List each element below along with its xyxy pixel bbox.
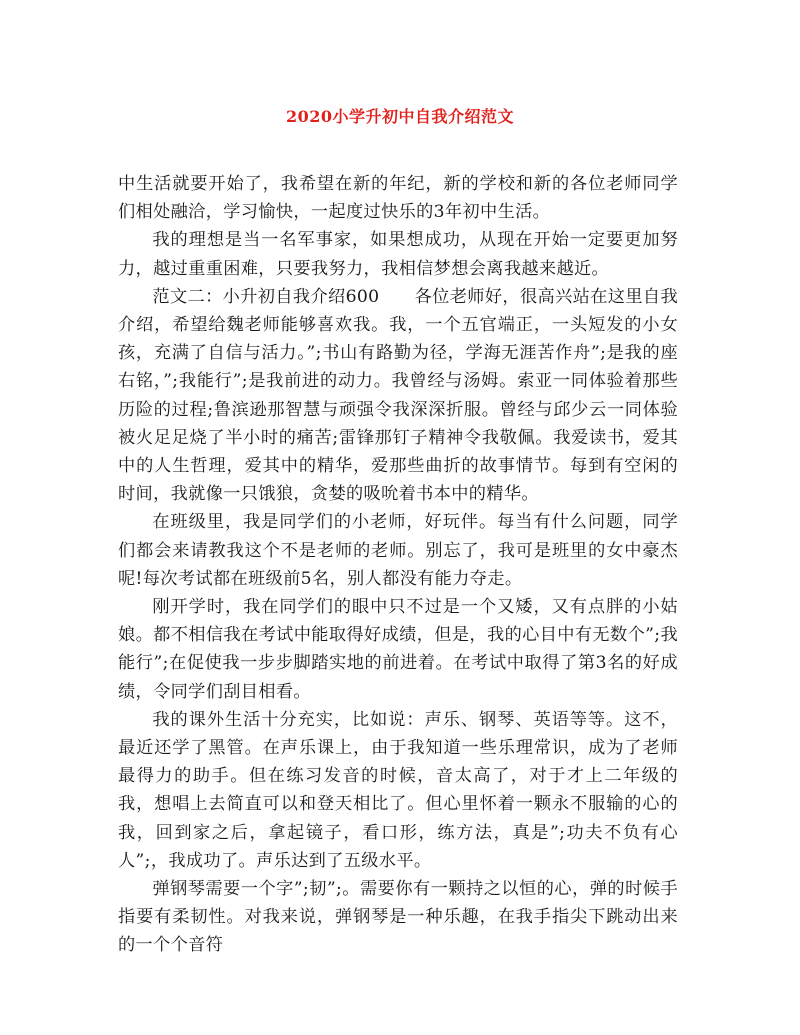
- document-body: [118, 170, 678, 960]
- paragraph-1: 中生活就要开始了，我希望在新的年纪，新的学校和新的各位老师同学们相处融洽，学习愉快，一起度过快乐的3年初中生活。: [118, 174, 678, 223]
- paragraph-3: 范文二：小升初自我介绍600 各位老师好，很高兴站在这里自我介绍，希望给魏老师能够喜欢我。我，一个五官端正，一头短发的小女孩，充满了自信与活力。”;书山有路勤为径，学海无涯苦作舟”;是我的座右铭，”;我能行”;是我前进的动力。我曾经与汤姆。索亚一同体验着那些历险的过程;鲁滨逊那智慧与顽强令我深深折服。曾经与邱少云一同体验被火足足烧了半小时的痛苦;雷锋那钉子精神令我敬佩。我爱读书，爱其中的人生哲理，爱其中的精华，爱那些曲折的故事情节。每到有空闲的时间，我就像一只饿狼，贪婪的吸吮着书本中的精华。: [118, 286, 678, 505]
- paragraph-5: 刚开学时，我在同学们的眼中只不过是一个又矮，又有点胖的小姑娘。都不相信我在考试中能取得好成绩，但是，我的心目中有无数个”;我能行”;在促使我一步步脚踏实地的前进着。在考试中取得了第3名的好成绩，令同学们刮目相看。: [118, 597, 678, 702]
- paragraph-2: 我的理想是当一名军事家，如果想成功，从现在开始一定要更加努力，越过重重困难，只要我努力，我相信梦想会离我越来越近。: [118, 230, 678, 279]
- paragraph-4: 在班级里，我是同学们的小老师，好玩伴。每当有什么问题，同学们都会来请教我这个不是老师的老师。别忘了，我可是班里的女中豪杰呢!每次考试都在班级前5名，别人都没有能力夺走。: [118, 512, 678, 589]
- paragraph-7: 弹钢琴需要一个字”;韧”;。需要你有一颗持之以恒的心，弹的时候手指要有柔韧性。对我来说，弹钢琴是一种乐趣，在我手指尖下跳动出来的一个个音符: [118, 879, 678, 956]
- document-title: 2020小学升初中自我介绍范文: [285, 107, 515, 126]
- paragraph-6: 我的课外生活十分充实，比如说：声乐、钢琴、英语等等。这不，最近还学了黑管。在声乐课上，由于我知道一些乐理常识，成为了老师最得力的助手。但在练习发音的时候，音太高了，对于才上二年级的我，想唱上去简直可以和登天相比了。但心里怀着一颗永不服输的心的我，回到家之后，拿起镜子，看口形，练方法，真是”;功夫不负有心人”;，我成功了。声乐达到了五级水平。: [118, 709, 678, 871]
